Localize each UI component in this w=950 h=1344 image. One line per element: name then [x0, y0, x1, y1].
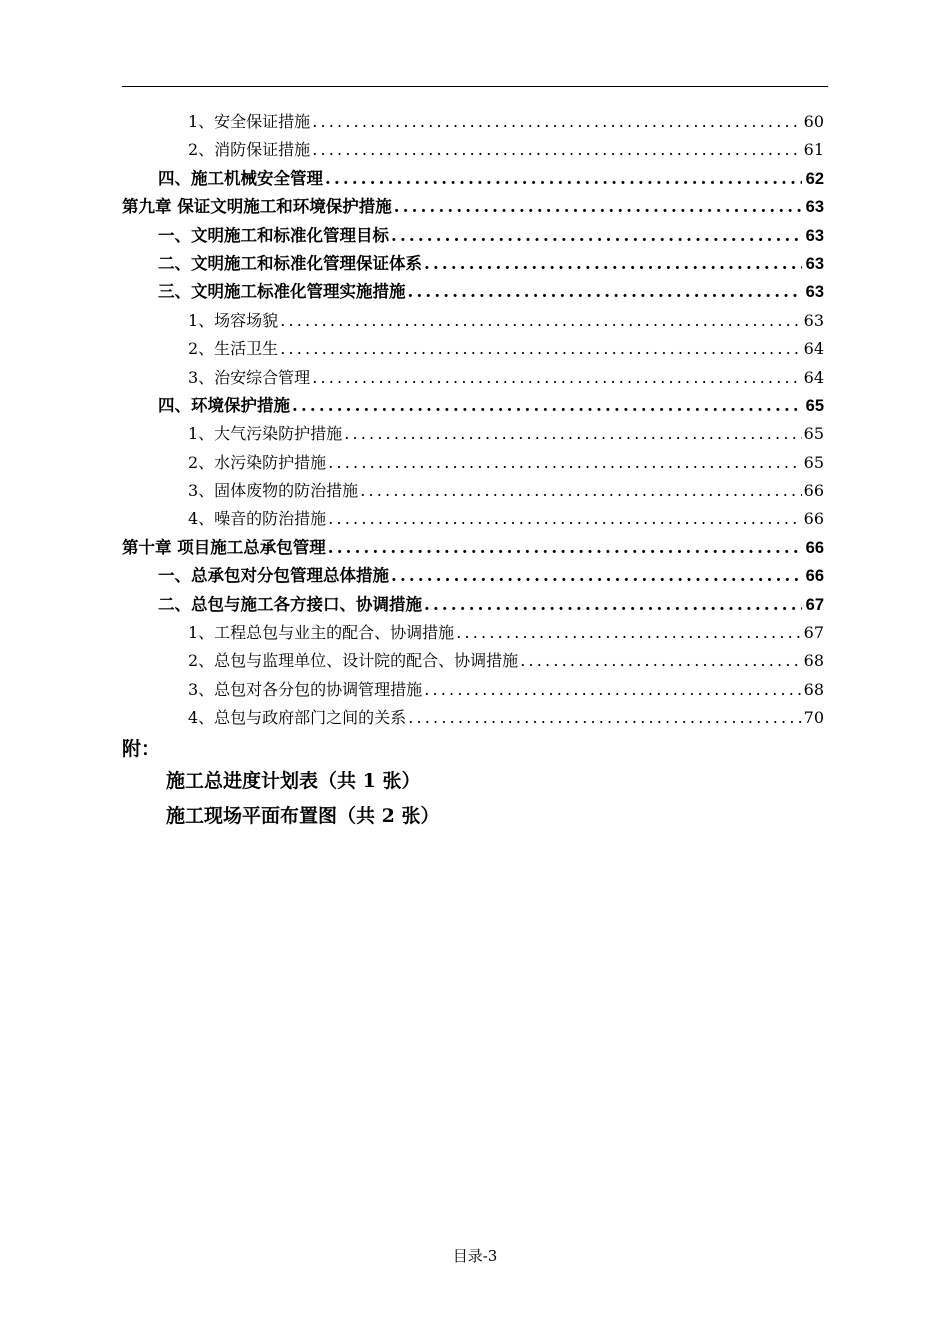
toc-entry-page-number: 70	[803, 708, 824, 728]
toc-dot-leader	[312, 364, 801, 392]
table-of-contents	[122, 108, 824, 733]
toc-entry-page-number: 67	[803, 623, 824, 643]
toc-entry-title: 2、生活卫生	[188, 339, 279, 359]
toc-entry-title: 3、固体废物的防治措施	[188, 481, 359, 501]
toc-entry[interactable]	[122, 108, 824, 136]
toc-entry-title: 2、消防保证措施	[188, 140, 311, 160]
toc-entry[interactable]	[122, 165, 824, 193]
appendix-item-schedule: 施工总进度计划表（共 1 张）	[166, 770, 421, 792]
toc-dot-leader	[312, 108, 801, 136]
toc-entry[interactable]	[122, 619, 824, 647]
toc-entry-title: 1、安全保证措施	[188, 112, 311, 131]
toc-entry-title: 1、大气污染防护措施	[188, 424, 343, 444]
toc-entry[interactable]	[122, 676, 824, 704]
appendix-item-site-layout: 施工现场平面布置图（共 2 张）	[166, 805, 440, 827]
toc-dot-leader	[391, 562, 802, 590]
toc-entry-title: 第十章 项目施工总承包管理	[122, 537, 326, 557]
toc-dot-leader	[424, 676, 801, 704]
toc-entry-page-number: 66	[803, 481, 824, 501]
toc-entry-title: 2、总包与监理单位、设计院的配合、协调措施	[188, 651, 519, 671]
toc-dot-leader	[328, 505, 801, 533]
toc-entry[interactable]	[122, 420, 824, 448]
toc-entry-title: 三、文明施工标准化管理实施措施	[158, 282, 406, 302]
toc-dot-leader	[280, 307, 801, 335]
toc-entry-page-number: 67	[805, 595, 824, 614]
header-rule	[122, 86, 828, 87]
toc-entry-page-number: 64	[803, 339, 824, 359]
toc-dot-leader	[394, 193, 802, 221]
toc-dot-leader	[424, 591, 802, 619]
toc-entry[interactable]	[122, 193, 824, 221]
toc-entry-title: 二、总包与施工各方接口、协调措施	[158, 594, 422, 614]
toc-entry[interactable]	[122, 534, 824, 562]
toc-entry-page-number: 65	[805, 396, 824, 415]
toc-entry-title: 1、工程总包与业主的配合、协调措施	[188, 623, 455, 643]
toc-entry[interactable]	[122, 591, 824, 619]
toc-entry[interactable]	[122, 704, 824, 732]
toc-entry-page-number: 61	[803, 140, 824, 160]
toc-dot-leader	[408, 278, 803, 306]
toc-dot-leader	[280, 335, 801, 363]
toc-entry[interactable]	[122, 477, 824, 505]
toc-entry-title: 二、文明施工和标准化管理保证体系	[158, 253, 422, 273]
toc-entry-page-number: 65	[803, 452, 824, 472]
toc-dot-leader	[328, 534, 802, 562]
toc-entry[interactable]	[122, 222, 824, 250]
toc-entry-page-number: 63	[805, 226, 824, 245]
toc-entry-page-number: 66	[805, 538, 824, 557]
toc-entry[interactable]	[122, 278, 824, 306]
toc-entry-title: 四、施工机械安全管理	[158, 168, 323, 188]
toc-dot-leader	[520, 647, 801, 675]
toc-entry-page-number: 60	[803, 112, 824, 131]
toc-entry[interactable]	[122, 136, 824, 164]
toc-entry-title: 四、环境保护措施	[158, 395, 290, 415]
toc-dot-leader	[360, 477, 801, 505]
toc-entry-page-number: 63	[803, 310, 824, 330]
toc-entry-title: 4、噪音的防治措施	[188, 509, 327, 529]
toc-entry-page-number: 62	[805, 169, 824, 188]
toc-entry[interactable]	[122, 307, 824, 335]
toc-entry-title: 3、治安综合管理	[188, 367, 311, 387]
toc-entry-title: 4、总包与政府部门之间的关系	[188, 708, 407, 728]
toc-entry-title: 3、总包对各分包的协调管理措施	[188, 679, 423, 699]
toc-entry-page-number: 66	[805, 567, 824, 586]
toc-entry-page-number: 68	[803, 651, 824, 671]
toc-dot-leader	[312, 136, 801, 164]
toc-entry-title: 第九章 保证文明施工和环境保护措施	[122, 197, 392, 217]
toc-entry[interactable]	[122, 562, 824, 590]
toc-entry-page-number: 63	[805, 283, 824, 302]
toc-dot-leader	[328, 449, 801, 477]
toc-entry-title: 1、场容场貌	[188, 310, 279, 330]
toc-dot-leader	[325, 165, 802, 193]
page-footer: 目录-3	[452, 1247, 498, 1265]
toc-entry-page-number: 64	[803, 367, 824, 387]
toc-entry-title: 一、文明施工和标准化管理目标	[158, 225, 389, 245]
appendix-title: 附：	[122, 738, 161, 760]
toc-dot-leader	[424, 250, 802, 278]
toc-dot-leader	[292, 392, 802, 420]
toc-dot-leader	[344, 420, 801, 448]
toc-dot-leader	[391, 222, 802, 250]
toc-entry[interactable]	[122, 647, 824, 675]
toc-entry[interactable]	[122, 505, 824, 533]
toc-entry[interactable]	[122, 250, 824, 278]
toc-entry-page-number: 63	[805, 254, 824, 273]
toc-dot-leader	[456, 619, 801, 647]
toc-entry-page-number: 63	[805, 198, 824, 217]
toc-entry-page-number: 68	[803, 679, 824, 699]
toc-entry-page-number: 65	[803, 424, 824, 444]
toc-entry[interactable]	[122, 449, 824, 477]
toc-dot-leader	[408, 704, 801, 732]
toc-entry[interactable]	[122, 364, 824, 392]
toc-entry-title: 一、总承包对分包管理总体措施	[158, 566, 389, 586]
toc-entry-title: 2、水污染防护措施	[188, 452, 327, 472]
toc-entry-page-number: 66	[803, 509, 824, 529]
toc-entry[interactable]	[122, 392, 824, 420]
toc-entry[interactable]	[122, 335, 824, 363]
